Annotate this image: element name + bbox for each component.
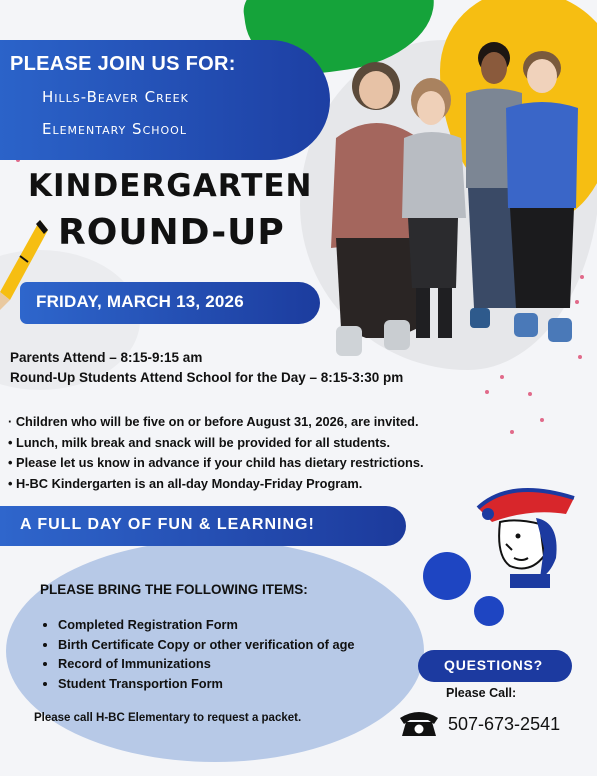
students-photo [326, 38, 584, 368]
mascot-logo [470, 478, 582, 590]
bring-item: • Record of Immunizations [58, 654, 355, 674]
decor-circle [474, 596, 504, 626]
bring-heading: PLEASE BRING THE FOLLOWING ITEMS: [40, 582, 308, 597]
info-item: • Lunch, milk break and snack will be provided for all students. [8, 434, 391, 450]
call-label: Please Call: [446, 686, 517, 700]
decor-circle [423, 552, 471, 600]
schedule-line: Round-Up Students Attend School for the Day – 8:15-3:30 pm [10, 370, 404, 385]
title-line2: ROUND-UP [58, 212, 285, 253]
school-name-line2: Elementary School [42, 120, 187, 138]
event-date: FRIDAY, MARCH 13, 2026 [36, 292, 244, 311]
schedule [10, 348, 403, 388]
school-name-line1: Hills-Beaver Creek [42, 88, 189, 106]
fun-banner-text: A FULL DAY OF FUN & LEARNING! [20, 516, 315, 533]
info-item: • Please let us know in advance if your child has dietary restrictions. [8, 455, 424, 470]
phone-number: 507-673-2541 [448, 714, 561, 734]
bring-list [40, 615, 355, 693]
info-item: • H-BC Kindergarten is an all-day Monday-Friday Program. [8, 475, 363, 491]
decor-dot [485, 390, 489, 394]
info-list [8, 412, 424, 494]
decor-dot [528, 392, 532, 396]
bring-item: • Birth Certificate Copy or other verification of age [58, 635, 355, 655]
bring-item: • Completed Registration Form [58, 615, 355, 635]
questions-label: QUESTIONS? [444, 657, 544, 673]
title-line1: KINDERGARTEN [28, 168, 313, 204]
info-item: · Children who will be five on or before August 31, 2026, are invited. [8, 414, 419, 429]
decor-dot [500, 375, 504, 379]
decor-dot [540, 418, 544, 422]
packet-note: Please call H-BC Elementary to request a packet. [34, 712, 302, 724]
decor-dot [510, 430, 514, 434]
join-heading: PLEASE JOIN US FOR: [10, 53, 236, 75]
bring-item: • Student Transportion Form [58, 674, 355, 694]
phone-icon [398, 708, 440, 738]
schedule-line: Parents Attend – 8:15-9:15 am [10, 350, 203, 365]
